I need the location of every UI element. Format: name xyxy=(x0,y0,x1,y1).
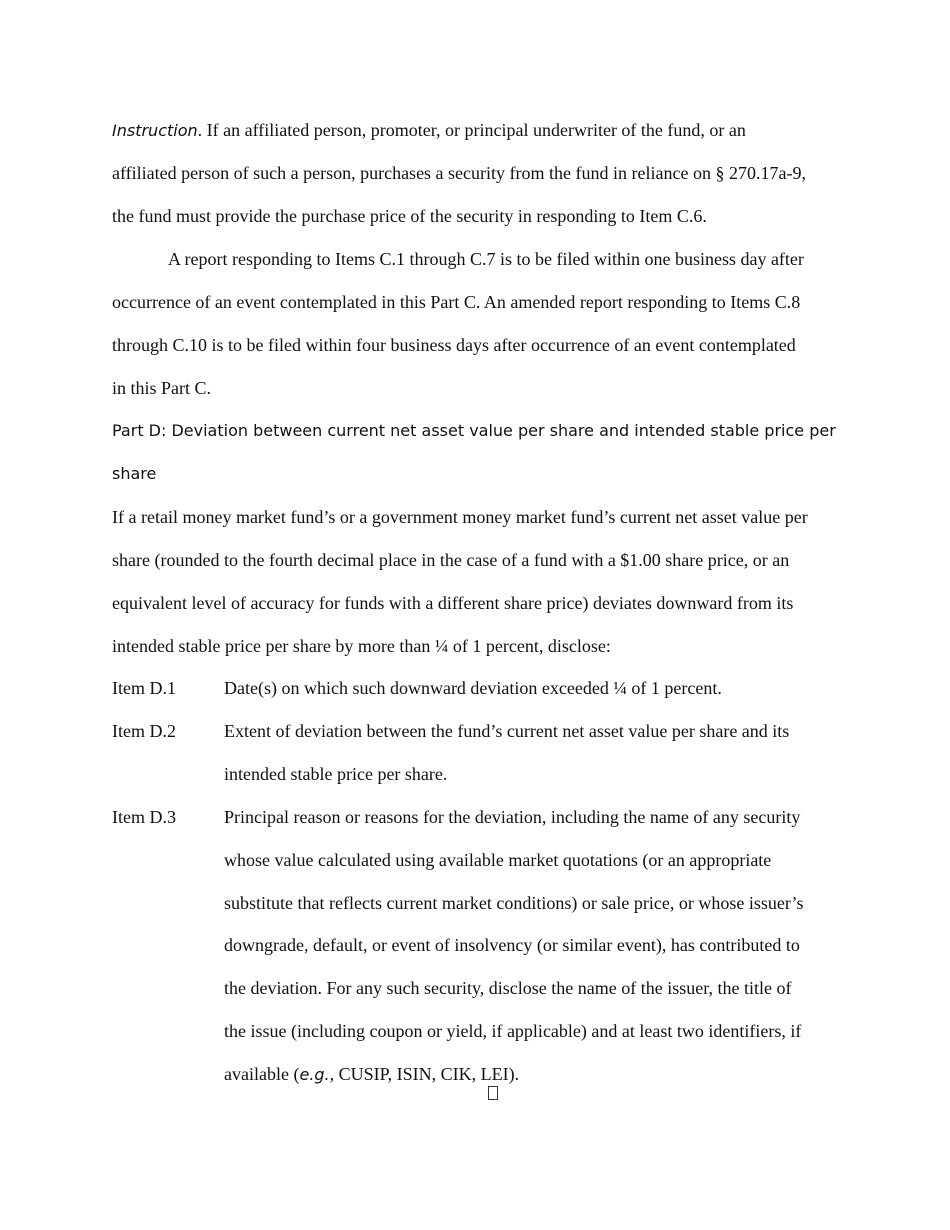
instruction-line-2: affiliated person of such a person, purchases a security from the fund in reliance on § 270.17a-9, xyxy=(112,163,806,183)
part-d-intro-line-1: If a retail money market fund’s or a government money market fund’s current net asset value per xyxy=(112,507,808,527)
part-d-intro-line-3: equivalent level of accuracy for funds with a different share price) deviates downward from its xyxy=(112,593,794,613)
item-d2-text-line-2: intended stable price per share. xyxy=(224,764,448,784)
item-d1-label: Item D.1 xyxy=(112,678,176,698)
item-d3-text-line-4: downgrade, default, or event of insolvency (or similar event), has contributed to xyxy=(224,935,800,955)
item-d3-label: Item D.3 xyxy=(112,807,176,827)
item-d3-text-line-2: whose value calculated using available market quotations (or an appropriate xyxy=(224,850,772,870)
item-d1-text: Date(s) on which such downward deviation exceeded ¼ of 1 percent. xyxy=(224,678,722,698)
item-d3-text-line-6: the issue (including coupon or yield, if applicable) and at least two identifiers, if xyxy=(224,1021,802,1041)
instruction-line-3: the fund must provide the purchase price of the security in responding to Item C.6. xyxy=(112,206,707,226)
item-d3-text-line-1: Principal reason or reasons for the deviation, including the name of any security xyxy=(224,807,801,827)
item-d3-text-line-7: available (e.g., CUSIP, ISIN, CIK, LEI). xyxy=(224,1064,520,1084)
item-d3-text-line-5: the deviation. For any such security, disclose the name of the issuer, the title of xyxy=(224,978,792,998)
eg-abbreviation: e.g. xyxy=(299,1065,330,1084)
part-d-intro-line-2: share (rounded to the fourth decimal place in the case of a fund with a $1.00 share price, or an xyxy=(112,550,790,570)
report-line-4: in this Part C. xyxy=(112,378,212,398)
instruction-line-1: Instruction. If an affiliated person, promoter, or principal underwriter of the fund, or an xyxy=(112,120,746,140)
part-d-heading-line-2: share xyxy=(112,464,157,483)
instruction-label: Instruction xyxy=(112,121,198,140)
item-d3-text-line-3: substitute that reflects current market conditions) or sale price, or whose issuer’s xyxy=(224,893,804,913)
report-line-1: A report responding to Items C.1 through C.7 is to be filed within one business day after xyxy=(168,249,804,269)
part-d-heading-line-1: Part D: Deviation between current net asset value per share and intended stable price per xyxy=(112,421,836,440)
item-d2-text-line-1: Extent of deviation between the fund’s current net asset value per share and its xyxy=(224,721,790,741)
report-line-3: through C.10 is to be filed within four business days after occurrence of an event contemplated xyxy=(112,335,796,355)
part-d-intro-line-4: intended stable price per share by more than ¼ of 1 percent, disclose: xyxy=(112,636,611,656)
item-d2-label: Item D.2 xyxy=(112,721,176,741)
report-line-2: occurrence of an event contemplated in this Part C. An amended report responding to Items C.8 xyxy=(112,292,801,312)
page-marker-icon xyxy=(488,1086,498,1100)
